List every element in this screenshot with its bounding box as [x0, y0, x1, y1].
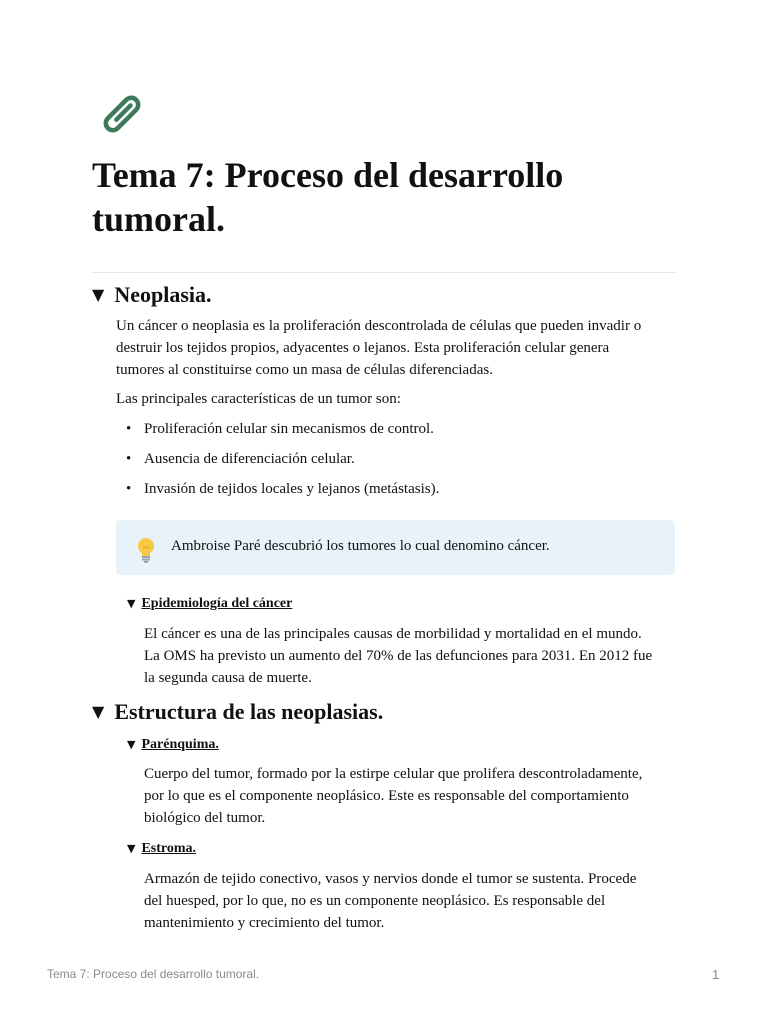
paragraph-line: Un cáncer o neoplasia es la proliferación descontrolada de células que pueden invadir o: [116, 318, 642, 334]
callout-text: Ambroise Paré descubrió los tumores lo cual denomino cáncer.: [171, 538, 550, 554]
paragraph-line: La OMS ha previsto un aumento del 70% de las defunciones para 2031. En 2012 fue: [144, 648, 653, 664]
page-title: Tema 7: Proceso del desarrollo tumoral.: [92, 155, 564, 239]
heading-label: Parénquima.: [141, 737, 219, 752]
toggle-heading-epidemiology[interactable]: [127, 594, 292, 614]
toggle-heading-neoplasia[interactable]: [92, 281, 212, 309]
paragraph-line: El cáncer es una de las principales causas de morbilidad y mortalidad en el mundo.: [144, 626, 642, 642]
paragraph-line: Armazón de tejido conectivo, vasos y nervios donde el tumor se sustenta. Procede: [144, 871, 637, 887]
characteristics-intro: Las principales características de un tumor son:: [116, 391, 401, 407]
toggle-triangle-icon[interactable]: ▼: [92, 702, 105, 721]
page-number: 1: [712, 967, 720, 982]
paragraph-line: tumores al constituirse como un masa de células diferenciadas.: [116, 362, 493, 378]
list-item: • Invasión de tejidos locales y lejanos (metástasis).: [126, 478, 439, 508]
paragraph-line: Cuerpo del tumor, formado por la estirpe celular que prolifera descontroladamente,: [144, 766, 643, 782]
characteristics-list: [126, 418, 439, 508]
list-item: • Ausencia de diferenciación celular.: [126, 448, 439, 478]
toggle-triangle-icon[interactable]: ▼: [127, 738, 136, 751]
paragraph-line: por lo que es el componente neoplásico. Este es responsable del comportamiento: [144, 788, 629, 804]
title-divider: [92, 272, 676, 273]
paperclip-icon: [100, 92, 144, 136]
paragraph-line: la segunda causa de muerte.: [144, 670, 312, 686]
lightbulb-icon: [135, 537, 157, 563]
paragraph-line: biológico del tumor.: [144, 810, 266, 826]
heading-label: Estroma.: [141, 841, 197, 856]
toggle-heading-stroma[interactable]: [127, 839, 196, 859]
heading-label: Estructura de las neoplasias.: [114, 699, 384, 724]
paragraph-line: destruir los tejidos propios, adyacentes o lejanos. Esta proliferación celular genera: [116, 340, 610, 356]
list-item: • Proliferación celular sin mecanismos de control.: [126, 418, 439, 448]
toggle-heading-structure[interactable]: [92, 698, 383, 726]
paragraph-line: del huesped, por lo que, no es un componente neoplásico. Es responsable del: [144, 893, 606, 909]
heading-label: Neoplasia.: [114, 282, 212, 307]
toggle-triangle-icon[interactable]: ▼: [127, 597, 136, 610]
toggle-triangle-icon[interactable]: ▼: [127, 842, 136, 855]
toggle-triangle-icon[interactable]: ▼: [92, 285, 105, 304]
footer-title: Tema 7: Proceso del desarrollo tumoral.: [47, 967, 260, 981]
callout-box: [116, 520, 675, 575]
heading-label: Epidemiología del cáncer: [141, 596, 293, 611]
paragraph-line: mantenimiento y crecimiento del tumor.: [144, 915, 385, 931]
toggle-heading-parenchyma[interactable]: [127, 735, 219, 755]
